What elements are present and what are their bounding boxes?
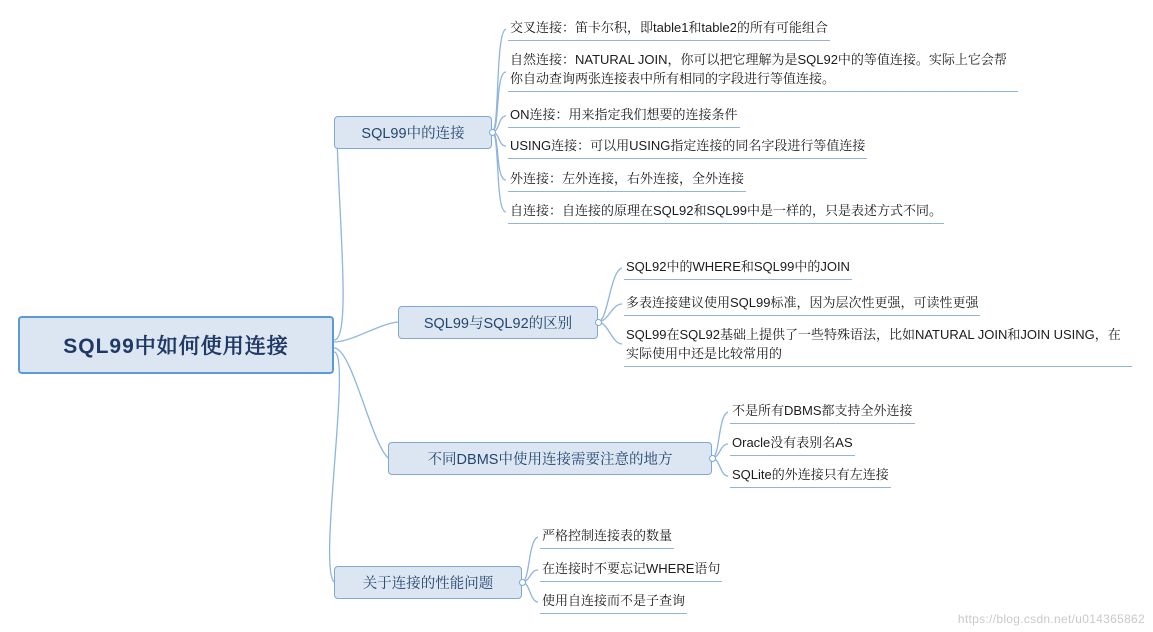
branch-node-dbms-notes[interactable]	[388, 442, 712, 475]
connector-dot-icon	[709, 455, 716, 462]
leaf-node[interactable]: 多表连接建议使用SQL99标准，因为层次性更强，可读性更强	[624, 293, 980, 316]
watermark: https://blog.csdn.net/u014365862	[957, 612, 1145, 626]
leaf-node[interactable]: Oracle没有表别名AS	[730, 433, 855, 456]
leaf-node[interactable]: 交叉连接：笛卡尔积，即table1和table2的所有可能组合	[508, 18, 830, 41]
root-node-label: SQL99中如何使用连接	[63, 335, 289, 358]
leaf-node[interactable]: 严格控制连接表的数量	[540, 526, 674, 549]
leaf-node[interactable]: 不是所有DBMS都支持全外连接	[730, 401, 915, 424]
connector-dot-icon	[489, 129, 496, 136]
leaf-node[interactable]: 在连接时不要忘记WHERE语句	[540, 559, 722, 582]
leaf-node[interactable]: SQL99在SQL92基础上提供了一些特殊语法，比如NATURAL JOIN和JOIN USING，在实际使用中还是比较常用的	[624, 325, 1132, 367]
leaf-node[interactable]: SQL92中的WHERE和SQL99中的JOIN	[624, 257, 852, 280]
branch-node-sql99-vs-sql92[interactable]	[398, 306, 598, 339]
leaf-node[interactable]: USING连接：可以用USING指定连接的同名字段进行等值连接	[508, 136, 867, 159]
connector-dot-icon	[595, 319, 602, 326]
root-node[interactable]	[18, 316, 334, 374]
branch-node-performance[interactable]	[334, 566, 522, 599]
branch-label: SQL99与SQL92的区别	[423, 316, 573, 332]
leaf-node[interactable]: SQLite的外连接只有左连接	[730, 465, 891, 488]
leaf-node[interactable]: 外连接：左外连接，右外连接，全外连接	[508, 169, 746, 192]
branch-node-sql99-joins[interactable]	[334, 116, 492, 149]
leaf-node[interactable]: 自然连接：NATURAL JOIN，你可以把它理解为是SQL92中的等值连接。实际上它会帮你自动查询两张连接表中所有相同的字段进行等值连接。	[508, 50, 1018, 92]
leaf-node[interactable]: 使用自连接而不是子查询	[540, 591, 687, 614]
branch-label: SQL99中的连接	[361, 126, 465, 142]
leaf-node[interactable]: ON连接：用来指定我们想要的连接条件	[508, 105, 740, 128]
leaf-node[interactable]: 自连接：自连接的原理在SQL92和SQL99中是一样的，只是表述方式不同。	[508, 201, 944, 224]
connector-dot-icon	[519, 579, 526, 586]
branch-label: 不同DBMS中使用连接需要注意的地方	[427, 452, 673, 468]
branch-label: 关于连接的性能问题	[362, 576, 494, 592]
